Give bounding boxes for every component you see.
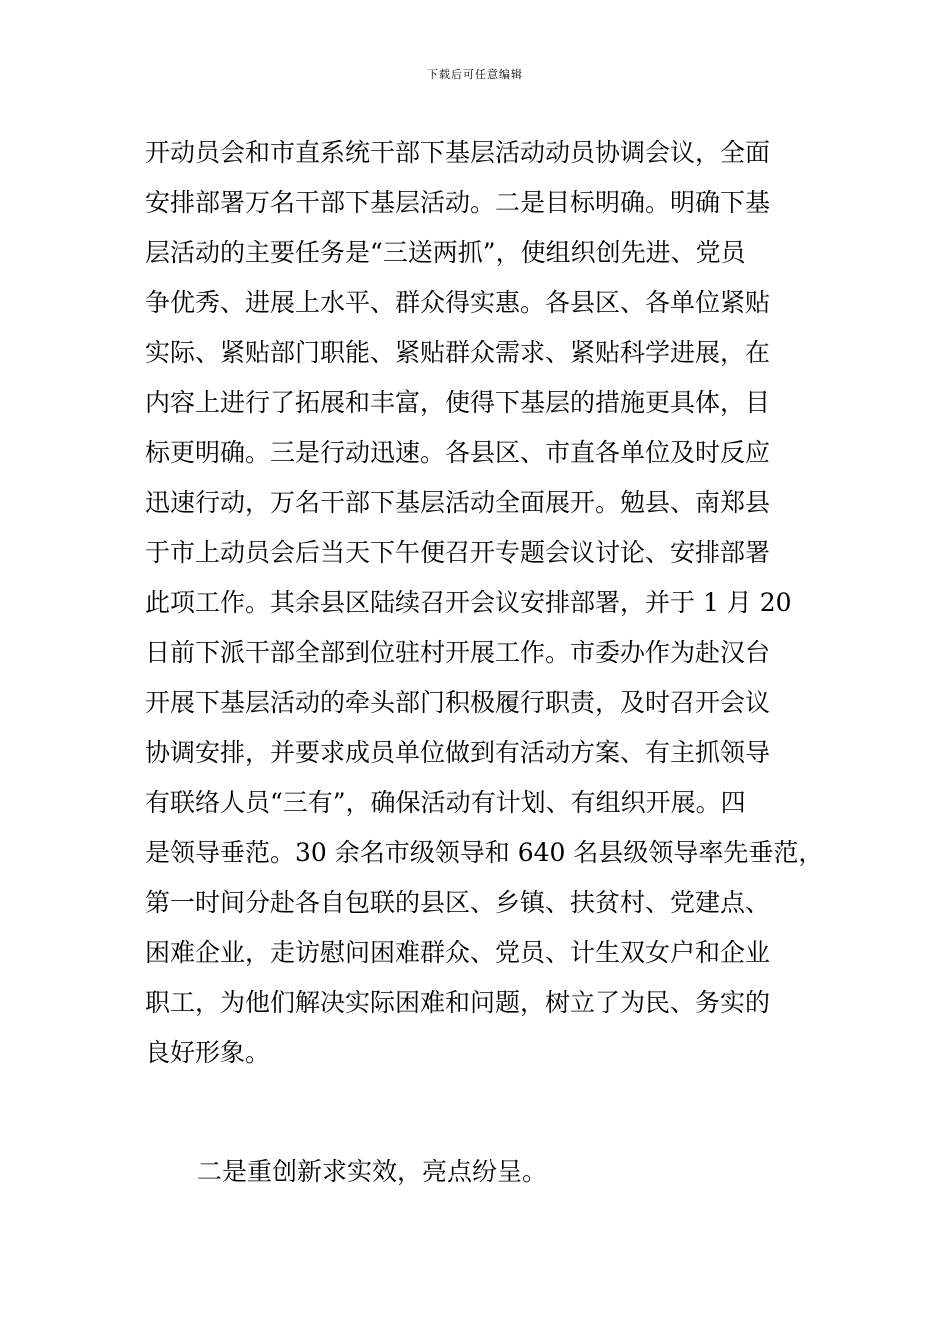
paragraph-line: 第一时间分赴各自包联的县区、乡镇、扶贫村、党建点、 bbox=[145, 888, 771, 917]
paragraph-line: 协调安排，并要求成员单位做到有活动方案、有主抓领导 bbox=[145, 738, 771, 767]
paragraph-line: 是领导垂范。30 余名市级领导和 640 名县级领导率先垂范， bbox=[145, 838, 824, 867]
paragraph-line: 安排部署万名干部下基层活动。二是目标明确。明确下基 bbox=[145, 188, 771, 217]
paragraph-line: 日前下派干部全部到位驻村开展工作。市委办作为赴汉台 bbox=[145, 638, 771, 667]
paragraph-line: 迅速行动，万名干部下基层活动全面展开。勉县、南郑县 bbox=[145, 488, 771, 517]
paragraph-line: 层活动的主要任务是“三送两抓”，使组织创先进、党员 bbox=[145, 238, 746, 267]
page-header-note: 下载后可任意编辑 bbox=[427, 68, 523, 81]
document-body bbox=[145, 128, 824, 1078]
paragraph-line: 此项工作。其余县区陆续召开会议安排部署，并于 1 月 20 bbox=[145, 588, 792, 617]
paragraph-line: 于市上动员会后当天下午便召开专题会议讨论、安排部署 bbox=[145, 538, 771, 567]
paragraph-line: 困难企业，走访慰问困难群众、党员、计生双女户和企业 bbox=[145, 938, 771, 967]
paragraph-line: 职工，为他们解决实际困难和问题，树立了为民、务实的 bbox=[145, 988, 771, 1017]
paragraph-line: 有联络人员“三有”，确保活动有计划、有组织开展。四 bbox=[145, 788, 746, 817]
paragraph-line: 良好形象。 bbox=[145, 1038, 271, 1067]
paragraph-line: 开展下基层活动的牵头部门积极履行职责，及时召开会议 bbox=[145, 688, 771, 717]
paragraph-line: 开动员会和市直系统干部下基层活动动员协调会议，全面 bbox=[145, 138, 771, 167]
section-subheading: 二是重创新求实效，亮点纷呈。 bbox=[197, 1157, 548, 1186]
paragraph-line: 争优秀、进展上水平、群众得实惠。各县区、各单位紧贴 bbox=[145, 288, 771, 317]
paragraph-line: 内容上进行了拓展和丰富，使得下基层的措施更具体，目 bbox=[145, 388, 771, 417]
paragraph-line: 标更明确。三是行动迅速。各县区、市直各单位及时反应 bbox=[145, 438, 771, 467]
paragraph-line: 实际、紧贴部门职能、紧贴群众需求、紧贴科学进展，在 bbox=[145, 338, 771, 367]
